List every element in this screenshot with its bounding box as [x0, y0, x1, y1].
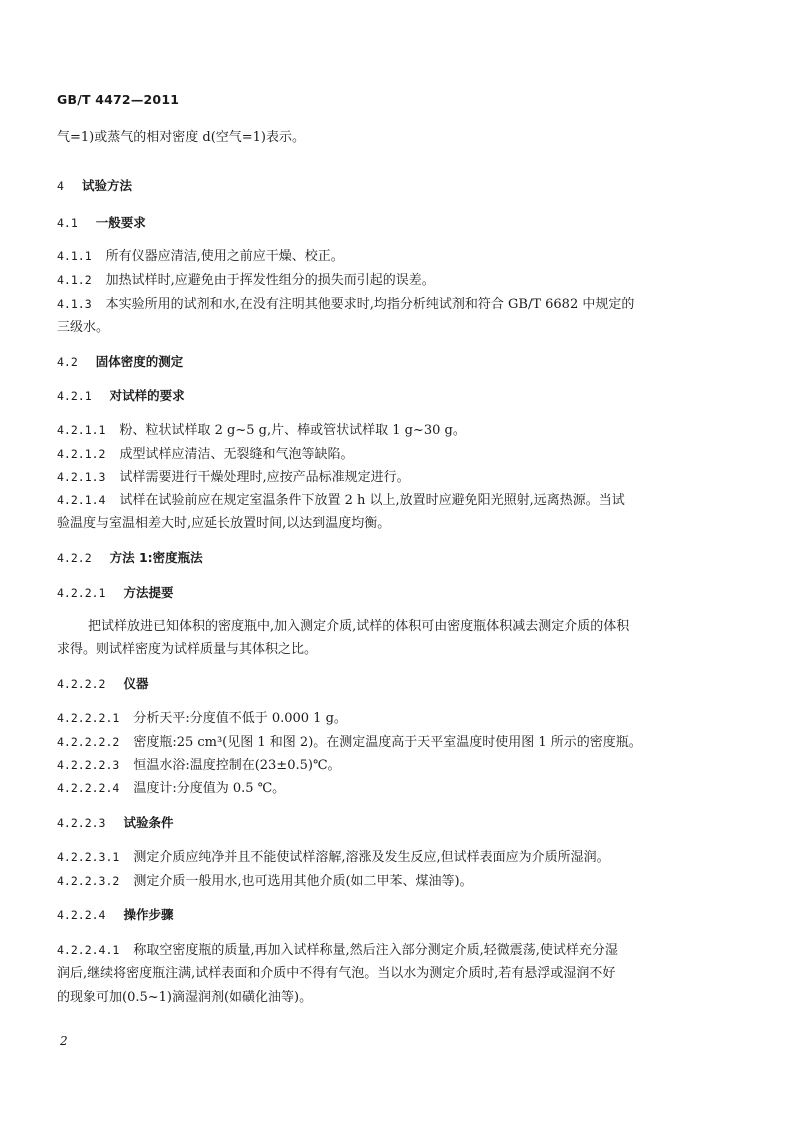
clause-text: 称取空密度瓶的质量,再加入试样称量,然后注入部分测定介质,轻微震荡,使试样充分湿	[133, 943, 618, 958]
section-4-2-heading	[57, 352, 675, 372]
clause-number: 4.2.2.2.2	[57, 735, 120, 749]
section-title: 方法提要	[123, 585, 174, 600]
clause-text: 成型试样应清洁、无裂缝和气泡等缺陷。	[119, 447, 354, 462]
clause-4-2-2-2-2	[57, 732, 675, 753]
clause-text: 加热试样时,应避免由于挥发性组分的损失而引起的误差。	[105, 273, 435, 288]
clause-text: 试样需要进行干燥处理时,应按产品标准规定进行。	[119, 470, 410, 485]
clause-4-1-1	[57, 246, 675, 267]
clause-text: 润后,继续将密度瓶注满,试样表面和介质中不得有气泡。当以水为测定介质时,若有悬浮或湿润不好	[57, 966, 616, 981]
clause-4-2-1-1	[57, 420, 675, 441]
section-title: 操作步骤	[123, 907, 174, 922]
section-number: 4.2.1	[57, 389, 92, 403]
section-4-1-heading	[57, 213, 675, 233]
text: 气=1)或蒸气的相对密度 d(空气=1)表示。	[57, 130, 305, 145]
clause-number: 4.2.2.2.1	[57, 711, 120, 725]
clause-text: 粉、粒状试样取 2 g~5 g,片、棒或管状试样取 1 g~30 g。	[119, 423, 466, 438]
section-number: 4.2.2.3	[57, 816, 106, 830]
clause-text: 本实验所用的试剂和水,在没有注明其他要求时,均指分析纯试剂和符合 GB/T 6682 中规定的	[105, 297, 635, 312]
clause-text: 密度瓶:25 cm³(见图 1 和图 2)。在测定温度高于天平室温度时使用图 1 所示的密度瓶。	[133, 735, 642, 750]
clause-text: 温度计:分度值为 0.5 ℃。	[133, 781, 286, 796]
clause-text: 测定介质一般用水,也可选用其他介质(如二甲苯、煤油等)。	[133, 874, 473, 889]
section-4-2-2-2-heading	[57, 674, 675, 694]
clause-4-2-2-4-1	[57, 940, 675, 961]
clause-4-2-1-3	[57, 467, 675, 488]
clause-number: 4.2.1.3	[57, 470, 106, 484]
clause-4-2-1-2	[57, 444, 675, 465]
clause-4-1-3	[57, 294, 675, 315]
paragraph-text: 把试样放进已知体积的密度瓶中,加入测定介质,试样的体积可由密度瓶体积减去测定介质的体积	[88, 619, 630, 634]
section-4-2-2-3-heading	[57, 813, 675, 833]
section-number: 4.2.2.4	[57, 908, 106, 922]
clause-number: 4.2.1.1	[57, 423, 106, 437]
clause-text: 的现象可加(0.5~1)滴湿润剂(如磺化油等)。	[57, 990, 313, 1005]
section-4-2-2-heading	[57, 548, 675, 568]
clause-text: 恒温水浴:温度控制在(23±0.5)℃。	[133, 758, 341, 773]
clause-number: 4.2.1.2	[57, 447, 106, 461]
clause-4-2-1-4-continuation	[57, 514, 675, 534]
section-number: 4.1	[57, 216, 78, 230]
section-4-2-2-4-heading	[57, 905, 675, 925]
section-number: 4	[57, 179, 64, 193]
clause-number: 4.1.1	[57, 249, 92, 263]
clause-text: 三级水。	[57, 320, 110, 335]
clause-4-2-2-2-3	[57, 755, 675, 776]
clause-4-2-2-2-4	[57, 778, 675, 799]
continuation-line	[57, 128, 675, 148]
clause-text: 验温度与室温相差大时,应延长放置时间,以达到温度均衡。	[57, 516, 391, 531]
paragraph-text: 求得。则试样密度为试样质量与其体积之比。	[57, 642, 318, 657]
section-title: 试验条件	[123, 815, 174, 830]
principle-paragraph-line-2	[57, 640, 675, 660]
clause-4-2-2-3-1	[57, 847, 675, 868]
clause-number: 4.2.2.3.2	[57, 874, 120, 888]
section-number: 4.2.2.1	[57, 586, 106, 600]
section-title: 方法 1:密度瓶法	[109, 550, 203, 565]
section-number: 4.2	[57, 355, 78, 369]
clause-number: 4.1.3	[57, 297, 92, 311]
section-title: 仪器	[123, 676, 149, 691]
page-number: 2	[60, 1034, 68, 1048]
clause-4-2-2-4-1-continuation-1	[57, 964, 675, 984]
section-title: 一般要求	[95, 215, 146, 230]
clause-4-1-3-continuation	[57, 318, 675, 338]
section-4-2-2-1-heading	[57, 583, 675, 603]
standard-header: GB/T 4472—2011	[57, 92, 180, 107]
section-title: 对试样的要求	[109, 388, 185, 403]
clause-text: 分析天平:分度值不低于 0.000 1 g。	[133, 711, 347, 726]
principle-paragraph-line-1	[88, 617, 675, 637]
clause-4-2-2-4-1-continuation-2	[57, 988, 675, 1008]
section-number: 4.2.2	[57, 551, 92, 565]
clause-number: 4.2.2.3.1	[57, 850, 120, 864]
clause-text: 测定介质应纯净并且不能使试样溶解,溶涨及发生反应,但试样表面应为介质所湿润。	[133, 850, 610, 865]
section-4-heading	[57, 176, 675, 196]
section-number: 4.2.2.2	[57, 677, 106, 691]
clause-number: 4.2.2.2.3	[57, 758, 120, 772]
clause-4-2-2-2-1	[57, 708, 675, 729]
clause-4-2-2-3-2	[57, 871, 675, 892]
clause-number: 4.2.2.2.4	[57, 781, 120, 795]
clause-text: 所有仪器应清洁,使用之前应干燥、校正。	[105, 249, 344, 264]
clause-4-1-2	[57, 270, 675, 291]
section-title: 固体密度的测定	[95, 354, 184, 369]
section-4-2-1-heading	[57, 386, 675, 406]
section-title: 试验方法	[81, 178, 132, 193]
clause-number: 4.2.2.4.1	[57, 943, 120, 957]
clause-4-2-1-4	[57, 490, 675, 511]
clause-number: 4.2.1.4	[57, 493, 106, 507]
clause-number: 4.1.2	[57, 273, 92, 287]
clause-text: 试样在试验前应在规定室温条件下放置 2 h 以上,放置时应避免阳光照射,远离热源。当试	[119, 493, 625, 508]
